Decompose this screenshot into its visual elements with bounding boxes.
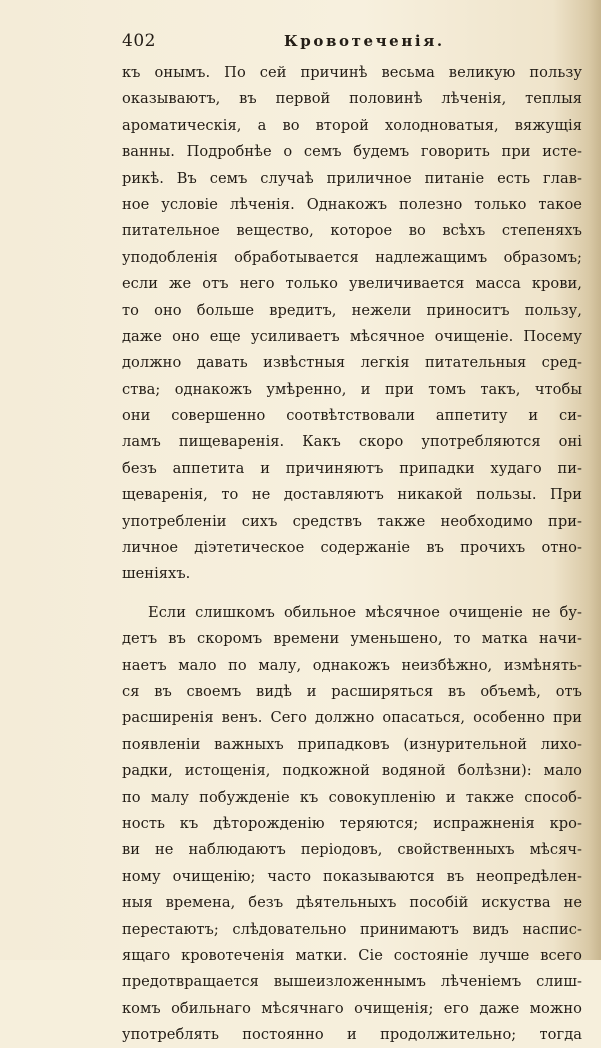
- text-line: ность къ дѣторожденію теряются; испражненія кро-: [122, 814, 582, 832]
- text-line: употребленіи сихъ средствъ также необходимо при-: [122, 512, 582, 530]
- text-line: детъ въ скоромъ времени уменьшено, то матка начи-: [122, 630, 582, 648]
- text-line: перестаютъ; слѣдовательно принимаютъ видъ наспис-: [122, 920, 582, 938]
- text-line: ства; однакожъ умѣренно, и при томъ такъ, чтобы: [122, 380, 582, 398]
- text-line: предотвращается вышеизложеннымъ лѣченіемъ слиш-: [122, 973, 582, 991]
- text-line: Если слишкомъ обильное мѣсячное очищеніе не бу-: [148, 603, 582, 621]
- text-line: ся въ своемъ видѣ и расширяться въ объемѣ, отъ: [122, 682, 582, 700]
- page-header: [122, 31, 582, 57]
- text-line: щеваренія, то не доставляютъ никакой пользы. При: [122, 486, 582, 504]
- text-line: расширенія венъ. Сего должно опасаться, особенно при: [122, 709, 582, 727]
- text-line: ароматическія, а во второй холодноватыя, вяжущія: [122, 116, 582, 134]
- text-line: оказываютъ, въ первой половинѣ лѣченія, теплыя: [122, 90, 582, 108]
- text-line: по малу побужденіе къ совокупленію и также способ-: [122, 788, 582, 806]
- text-line: они совершенно соотвѣтствовали аппетиту и си-: [122, 407, 582, 425]
- text-line: питательное вещество, которое во всѣхъ степеняхъ: [122, 222, 582, 240]
- text-line: появленіи важныхъ припадковъ (изнурительной лихо-: [122, 735, 582, 753]
- paragraph: [122, 600, 582, 1048]
- text-line: безъ аппетита и причиняютъ припадки худаго пи-: [122, 459, 582, 477]
- text-line: рикѣ. Въ семъ случаѣ приличное питаніе есть глав-: [122, 169, 582, 187]
- text-line: ное условіе лѣченія. Однакожъ полезно только такое: [122, 195, 582, 213]
- text-line: ныя времена, безъ дѣятельныхъ пособій искуства не: [122, 894, 582, 912]
- text-line: личное діэтетическое содержаніе въ прочихъ отно-: [122, 539, 582, 557]
- text-line: ванны. Подробнѣе о семъ будемъ говорить при исте-: [122, 143, 582, 161]
- text-line: наетъ мало по малу, однакожъ неизбѣжно, измѣнять-: [122, 656, 582, 674]
- body-text: [122, 60, 582, 1048]
- paragraph: [122, 60, 582, 588]
- text-line: употреблять постоянно и продолжительно; тогда: [122, 1026, 582, 1044]
- text-line: уподобленія обработывается надлежащимъ образомъ;: [122, 248, 582, 266]
- text-line: должно давать извѣстныя легкія питательныя сред-: [122, 354, 582, 372]
- text-line: радки, истощенія, подкожной водяной болѣзни): мало: [122, 762, 582, 780]
- text-line: комъ обильнаго мѣсячнаго очищенія; его даже можно: [122, 999, 582, 1017]
- text-line: ному очищенію; часто показываются въ неопредѣлен-: [122, 867, 582, 885]
- text-line: то оно больше вредитъ, нежели приноситъ пользу,: [122, 301, 582, 319]
- running-title: Кровотеченія.: [284, 32, 445, 50]
- text-line: ви не наблюдаютъ періодовъ, свойственныхъ мѣсяч-: [122, 841, 582, 859]
- text-line: къ онымъ. По сей причинѣ весьма великую пользу: [122, 64, 582, 81]
- text-line: ламъ пищеваренія. Какъ скоро употребляются оні: [122, 433, 582, 451]
- text-line: ящаго кровотеченія матки. Сіе состояніе лучше всего: [122, 946, 582, 964]
- paragraph-gap: [122, 588, 582, 600]
- page-number: 402: [122, 31, 156, 51]
- text-line: шеніяхъ.: [122, 565, 191, 583]
- text-line: даже оно еще усиливаетъ мѣсячное очищеніе. Посему: [122, 327, 582, 345]
- text-line: если же отъ него только увеличивается масса крови,: [122, 275, 582, 293]
